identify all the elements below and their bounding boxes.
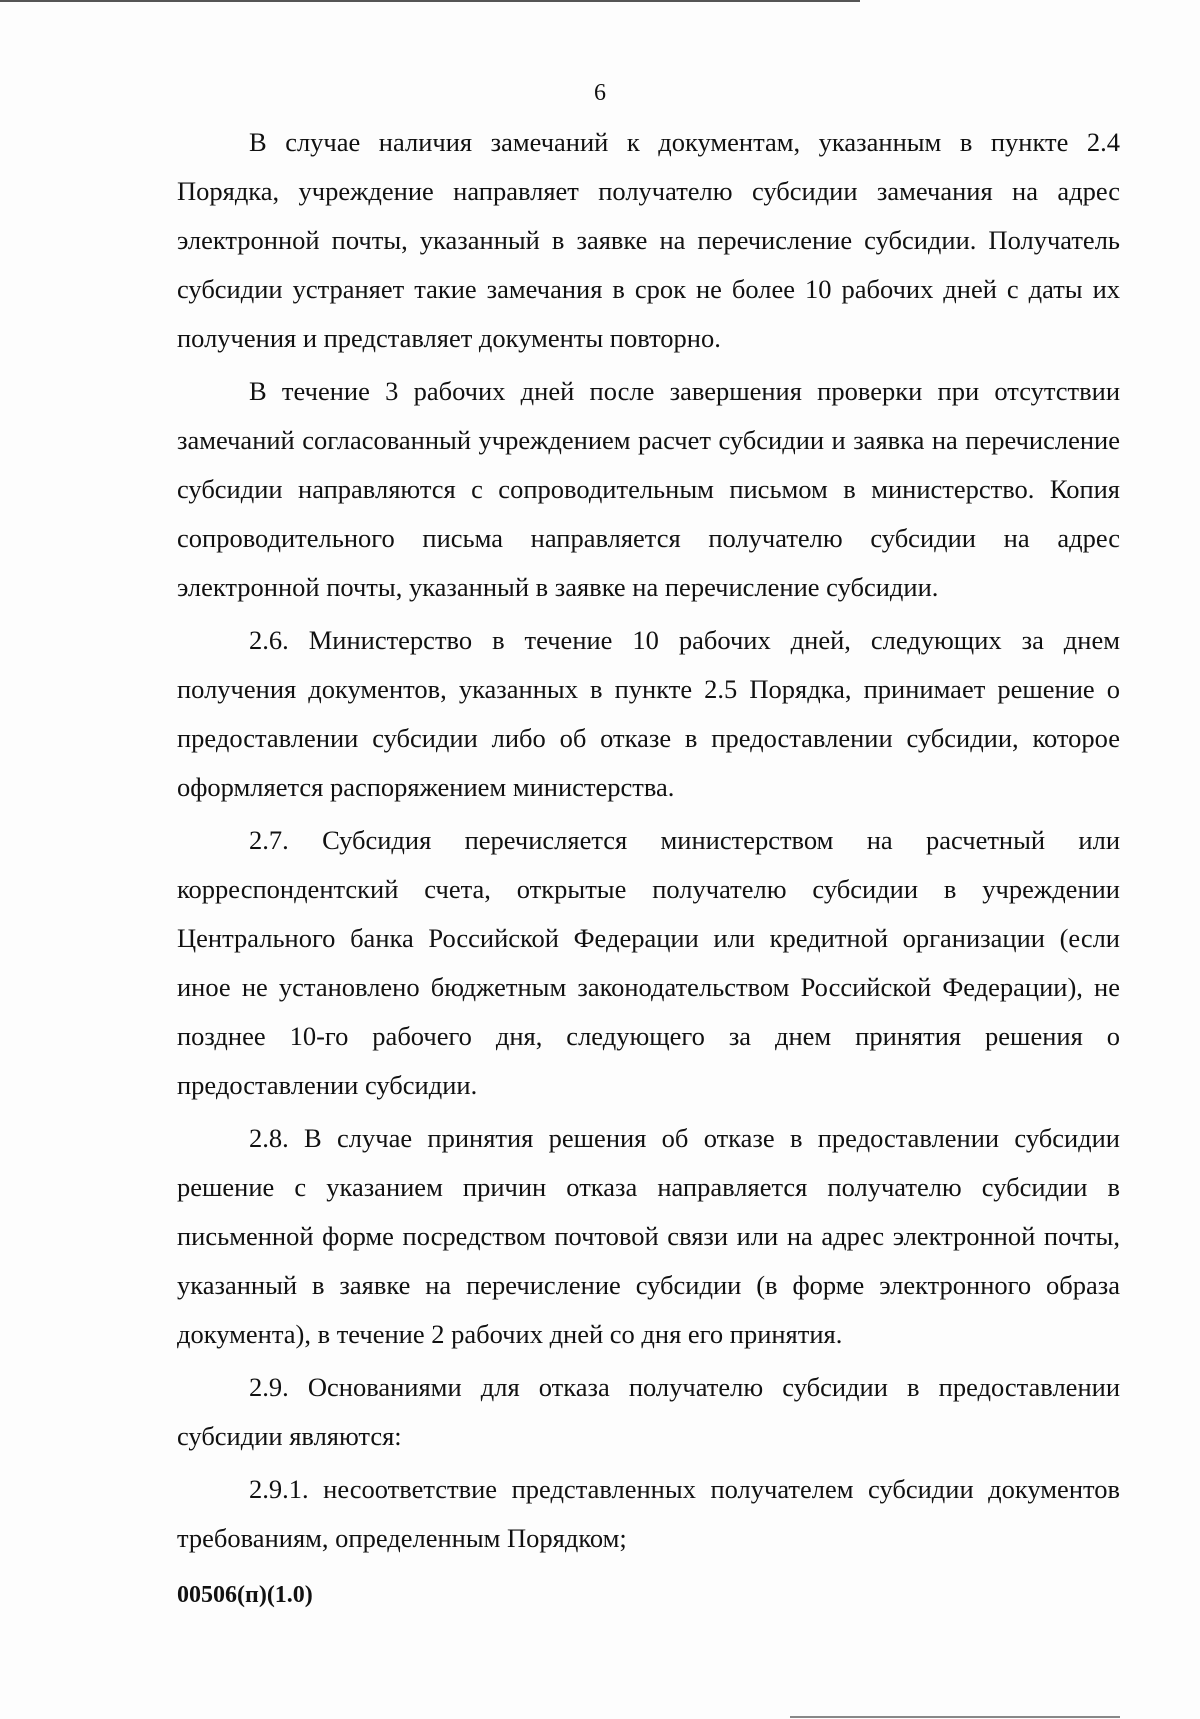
document-code: 00506(п)(1.0) bbox=[177, 1582, 313, 1608]
paragraph-2-6: 2.6. Министерство в течение 10 рабочих дней, следующих за днем получения документов, указанных в пункте 2.5 Порядка, принимает решение о предоставлении субсидии либо об отказе в предоставлении субсидии, которое оформляется распоряжением министерства. bbox=[177, 625, 1120, 802]
document-body bbox=[177, 118, 1120, 1567]
paragraph-remarks: В случае наличия замечаний к документам, указанным в пункте 2.4 Порядка, учреждение направляет получателю субсидии замечания на адрес электронной почты, указанный в заявке на перечисление субсидии. Получатель субсидии устраняет такие замечания в срок не более 10 рабочих дней с даты их получения и представляет документы повторно. bbox=[177, 127, 1120, 353]
page-number: 6 bbox=[594, 80, 606, 106]
paragraph-2-9: 2.9. Основаниями для отказа получателю субсидии в предоставлении субсидии являются: bbox=[177, 1372, 1120, 1451]
paragraph-2-9-1: 2.9.1. несоответствие представленных получателем субсидии документов требованиям, определенным Порядком; bbox=[177, 1474, 1120, 1553]
paragraph-2-7: 2.7. Субсидия перечисляется министерством на расчетный или корреспондентский счета, открытые получателю субсидии в учреждении Центрального банка Российской Федерации или кредитной организации (если иное не установлено бюджетным законодательством Российской Федерации), не позднее 10-го рабочего дня, следующего за днем принятия решения о предоставлении субсидии. bbox=[177, 825, 1120, 1100]
paragraph-2-8: 2.8. В случае принятия решения об отказе в предоставлении субсидии решение с указанием причин отказа направляется получателю субсидии в письменной форме посредством почтовой связи или на адрес электронной почты, указанный в заявке на перечисление субсидии (в форме электронного образа документа), в течение 2 рабочих дней со дня его принятия. bbox=[177, 1123, 1120, 1349]
scan-edge-top bbox=[0, 0, 860, 2]
paragraph-review-period: В течение 3 рабочих дней после завершения проверки при отсутствии замечаний согласованный учреждением расчет субсидии и заявка на перечисление субсидии направляются с сопроводительным письмом в министерство. Копия сопроводительного письма направляется получателю субсидии на адрес электронной почты, указанный в заявке на перечисление субсидии. bbox=[177, 376, 1120, 602]
scan-edge-bottom bbox=[790, 1716, 1120, 1718]
